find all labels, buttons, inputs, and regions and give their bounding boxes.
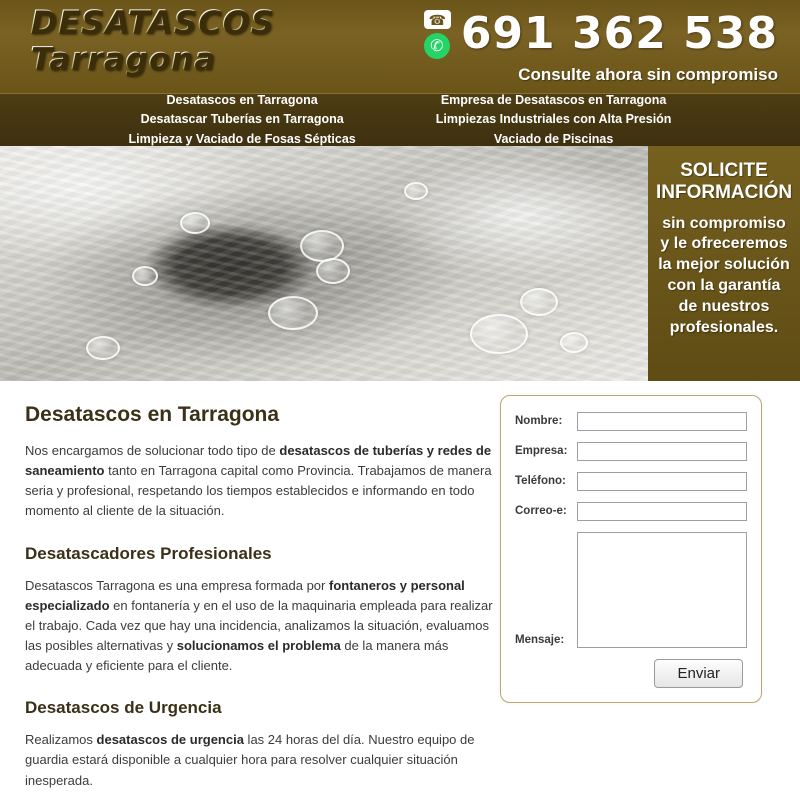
bubble-icon xyxy=(404,182,428,200)
phone-subtitle: Consulte ahora sin compromiso xyxy=(518,65,778,84)
hero-image xyxy=(0,146,648,381)
service-list-right xyxy=(436,91,672,149)
service-item[interactable]: Vaciado de Piscinas xyxy=(493,131,614,146)
phone-icon: ☎ xyxy=(424,10,451,29)
field-row-telefono xyxy=(515,472,747,491)
submit-row xyxy=(515,659,747,688)
correo-input[interactable] xyxy=(577,502,747,521)
main-content xyxy=(0,381,800,797)
contact-form-column xyxy=(500,395,775,797)
hero-callout-text: sin compromiso y le ofreceremos la mejor solución con la garantía de nuestros profesionales. xyxy=(658,214,790,336)
phone-row xyxy=(424,8,778,59)
field-row-empresa xyxy=(515,442,747,461)
prof-text-e: de la manera más adecuada y eficiente para el cliente. xyxy=(25,637,449,674)
bubble-icon xyxy=(520,288,558,316)
bubble-icon xyxy=(86,336,120,360)
contact-form xyxy=(500,395,762,703)
bubble-icon xyxy=(132,266,158,286)
label-mensaje: Mensaje: xyxy=(515,634,565,646)
urg-text-a: Realizamos xyxy=(25,732,97,748)
service-item[interactable]: Limpiezas Industriales con Alta Presión xyxy=(435,112,672,127)
service-item[interactable]: Limpieza y Vaciado de Fosas Sépticas xyxy=(128,131,356,146)
urgencia-paragraph xyxy=(25,730,500,790)
bubble-icon xyxy=(268,296,318,330)
prof-text-strong-2: solucionamos el problema xyxy=(176,637,341,653)
label-correo: Correo-e: xyxy=(515,505,567,517)
intro-paragraph xyxy=(25,441,500,522)
whatsapp-icon[interactable]: ✆ xyxy=(424,33,450,59)
service-item[interactable]: Desatascar Tuberías en Tarragona xyxy=(140,112,344,127)
hero-callout-title: SOLICITE INFORMACIÓN xyxy=(656,160,793,203)
service-item[interactable]: Desatascos en Tarragona xyxy=(166,92,318,107)
bubble-icon xyxy=(560,332,588,353)
label-empresa: Empresa: xyxy=(515,445,568,457)
profesionales-paragraph xyxy=(25,576,500,677)
phone-number[interactable]: 691 362 538 xyxy=(460,7,778,59)
field-row-nombre xyxy=(515,412,747,431)
intro-text-c: tanto en Tarragona capital como Provincia. Trabajamos de manera seria y profesional, respetando los tiempos establecidos e informando en todo momento al cliente de la situación. xyxy=(25,463,492,519)
bubble-icon xyxy=(316,258,350,284)
article-column xyxy=(0,381,500,797)
logo-line-2: Tarragona xyxy=(30,44,330,75)
prof-text-a: Desatascos Tarragona es una empresa formada por xyxy=(25,577,329,593)
page-title: Desatascos en Tarragona xyxy=(25,403,280,426)
service-bar xyxy=(0,93,800,146)
field-row-correo xyxy=(515,502,747,521)
bubble-icon xyxy=(300,230,344,262)
header-phone-block xyxy=(424,8,778,85)
service-item[interactable]: Empresa de Desatascos en Tarragona xyxy=(440,92,667,107)
hero-section xyxy=(0,146,800,381)
enviar-button[interactable]: Enviar xyxy=(654,659,743,688)
site-header xyxy=(0,0,800,93)
site-logo[interactable] xyxy=(30,3,330,77)
intro-text-a: Nos encargamos de solucionar todo tipo de xyxy=(25,443,280,458)
urg-text-strong: desatascos de urgencia xyxy=(96,732,244,748)
section-heading-profesionales: Desatascadores Profesionales xyxy=(25,543,272,563)
label-telefono: Teléfono: xyxy=(515,475,566,487)
logo-line-1: DESATASCOS xyxy=(30,6,330,38)
empresa-input[interactable] xyxy=(577,442,747,461)
prof-text-strong-1: fontaneros y personal especializado xyxy=(25,577,465,613)
mensaje-textarea[interactable] xyxy=(577,532,747,648)
field-row-mensaje xyxy=(515,532,747,648)
section-heading-urgencia: Desatascos de Urgencia xyxy=(25,698,222,718)
telefono-input[interactable] xyxy=(577,472,747,491)
contact-icons xyxy=(424,10,451,59)
bubble-icon xyxy=(180,212,210,234)
hero-callout xyxy=(648,146,800,381)
urg-text-c: las 24 horas del día. Nuestro equipo de guardia estará disponible a cualquier hora para resolver cualquier situación inesperada. xyxy=(25,732,475,788)
prof-text-c: en fontanería y en el uso de la maquinaria empleada para realizar el trabajo. Cada vez que hay una incidencia, analizamos la situación, evaluamos las posibles alternativas y xyxy=(25,597,493,653)
label-nombre: Nombre: xyxy=(515,415,563,427)
nombre-input[interactable] xyxy=(577,412,747,431)
bubble-icon xyxy=(470,314,528,354)
intro-text-strong: desatascos de tuberías y redes de saneamiento xyxy=(25,443,492,479)
service-list-left xyxy=(129,91,356,149)
